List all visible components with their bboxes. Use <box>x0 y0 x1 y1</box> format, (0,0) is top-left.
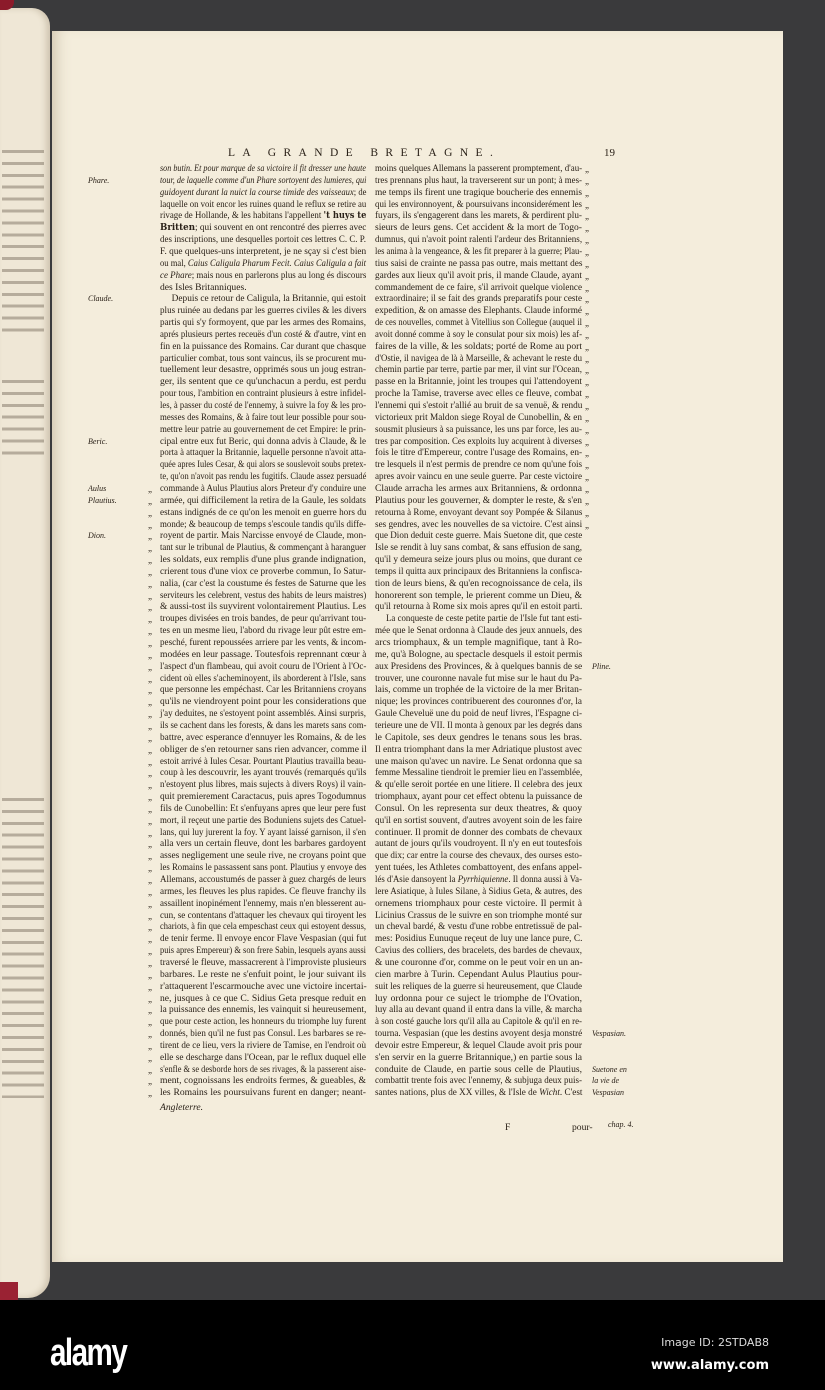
text-line: devoir estre Empereur, & lequel Claude avoit pris pour <box>375 1039 582 1051</box>
text-line: Cavius des colliers, des bracelets, des bardes de chevaux, <box>375 945 582 957</box>
quotation-mark: „ <box>585 235 589 246</box>
text-line: victorieux prit Maldon siege Royal de Cunobellin, & en <box>375 411 582 423</box>
text-line: me temps ils firent une tragique boucherie des ennemis <box>375 186 582 198</box>
facing-page-text-fragment <box>2 798 44 1098</box>
text-line: que personne les empéchast. Car les Britanniens croyans <box>160 684 367 696</box>
quotation-mark: „ <box>585 187 589 198</box>
text-line: particulier combat, tous sont vaincus, ils se procurent mu- <box>160 352 367 364</box>
quotation-mark: „ <box>585 507 589 518</box>
quotation-mark: „ <box>148 1088 152 1099</box>
text-line: pour tous, l'ambition en contraint plusieurs à estre infidel- <box>160 388 367 400</box>
red-book-edge <box>0 1282 18 1302</box>
text-line: tourna. Vespasian (que les destins avoyent desja monstré <box>375 1028 583 1040</box>
quotation-mark: „ <box>148 697 152 708</box>
text-line: femme Messaline tiendroit le premier lieu en l'assemblée, <box>375 767 583 779</box>
quotation-mark: „ <box>148 507 152 518</box>
facing-page-text-fragment <box>2 380 44 460</box>
text-line: Depuis ce retour de Caligula, la Britannie, qui estoit <box>171 293 366 305</box>
text-line: tant sur le tribunal de Plautius, & commençant à haranguer <box>160 542 366 554</box>
text-line: passe en la Britannie, joint les troupes qui l'attendoyent <box>375 376 582 388</box>
image-id: Image ID: 2STDAB8 <box>661 1336 769 1349</box>
margin-note: Plautius. <box>88 495 117 505</box>
text-line: fin en la puissance des Romains. Car durant que chasque <box>160 340 366 352</box>
text-line: Licinius Crassus de le suivre en son triomphe monté sur <box>375 909 583 921</box>
text-line: Il entra triomphant dans la mer Adriatique plustost avec <box>375 743 582 755</box>
text-line: expedition, & on amasse des Elephants. Claude informé <box>375 305 583 317</box>
quotation-mark: „ <box>585 341 589 352</box>
text-line: lais, comme un trophée de la victoire de la mer Britan- <box>375 684 582 696</box>
text-line: ses gendres, avec les nouvelles de sa victoire. C'est ainsi <box>375 518 583 530</box>
facing-page-edge <box>0 8 50 1298</box>
text-line: les soldats, eux remplis d'une plus grande indignation, <box>160 554 366 566</box>
quotation-mark: „ <box>148 957 152 968</box>
quotation-mark: „ <box>585 329 589 340</box>
text-line: nique; les provinces contribuerent des couronnes d'or, la <box>375 696 582 708</box>
quotation-mark: „ <box>585 377 589 388</box>
text-segment: santes nations, plus de XX villes, & l'Isle de <box>375 1087 540 1099</box>
quotation-mark: „ <box>148 590 152 601</box>
margin-note: la vie de <box>592 1076 620 1086</box>
text-line: me, qu'à Bologne, au spectacle desquels il estoit permis <box>375 648 583 660</box>
quotation-mark: „ <box>585 270 589 281</box>
quotation-mark: „ <box>585 164 589 174</box>
text-line: ils se cachent dans les forests, & dans les marets sans com- <box>160 719 367 731</box>
quotation-mark: „ <box>148 792 152 803</box>
text-line <box>160 163 366 175</box>
text-line: estoit arrivé à Iules Cesar. Pourtant Plautius travailla beau- <box>160 755 367 767</box>
text-segment: . C'est <box>559 1087 583 1099</box>
text-line: retourna à Rome, envoyant devant soy Pompée & Silanus <box>375 506 583 518</box>
quotation-mark: „ <box>148 780 152 791</box>
quotation-mark: „ <box>585 199 589 210</box>
text-line: chemin partie par terre, partie par mer, il vint sur l'Ocean, <box>375 364 582 376</box>
text-line: que Dion deduit ceste guerre. Mais Suetone dit, que ceste <box>375 530 583 542</box>
quotation-mark: „ <box>585 389 589 400</box>
text-line: quit premierement Caractacus, puis apres Togodumnus <box>160 791 366 803</box>
margin-note: Dion. <box>88 531 106 541</box>
quotation-mark: „ <box>148 910 152 921</box>
text-line: troupes divisées en trois bandes, de peur qu'arrivant tou- <box>160 613 367 625</box>
text-line: nalia, (car c'est la coustume és festes de Saturne que les <box>160 577 366 589</box>
quotation-mark: „ <box>148 555 152 566</box>
text-line: serviteurs les celebrent, vestus des habits de leurs maistres) <box>160 589 367 601</box>
signature-mark: F <box>505 1122 511 1133</box>
text-line: fois le titre d'Empereur, contre l'usage des Romains, en- <box>375 447 583 459</box>
text-line: ger, ils sentent que ce qu'unchacun a perdu, est perdu <box>160 376 366 388</box>
text-line: luy ordonna pour ce suject le triomphe de l'Ovation, <box>375 992 582 1004</box>
text-line: mes: Posidius Eunuque reçeut de luy une lance pure, C. <box>375 933 583 945</box>
catchword-left: Angleterre. <box>160 1102 204 1113</box>
quotation-mark: „ <box>585 495 589 506</box>
quotation-mark: „ <box>148 1017 152 1028</box>
text-line: Plautius pour les gouverner, & dompter le reste, & s'en <box>375 494 582 506</box>
text-line: & une couronne d'or, comme on le peut voir en un an- <box>375 956 583 968</box>
text-line: j'ay deduites, ne s'estoyent point assemblés. Ainsi surpris, <box>160 708 366 720</box>
text-line: tuellement leur desastre, opprimés sous un joug estran- <box>160 364 367 376</box>
text-line: partis qui s'y formoyent, que par les armes des Romains, <box>160 317 366 329</box>
quotation-mark: „ <box>585 246 589 257</box>
text-line: te, qu'on n'avoit pas rendu les fugitifs. Claude assez persuadé <box>160 471 367 483</box>
text-line: aprés plusieurs pertes receuës d'un costé & d'autre, vint en <box>160 328 366 340</box>
text-line: crierent tous d'une viox ce proverbe commun, Io Satur- <box>160 565 366 577</box>
text-line: moins quelques Allemans la passerent promptement, d'au- <box>375 163 583 174</box>
text-line: conduite de Claude, en partie sous celle de Plautius, <box>375 1063 582 1075</box>
quotation-mark: „ <box>148 495 152 506</box>
quotation-mark: „ <box>148 1052 152 1063</box>
margin-note: Suetone en <box>592 1064 627 1074</box>
text-line: fuyars, ils s'engagerent dans les marets, & perdirent plu- <box>375 210 582 222</box>
quotation-mark: „ <box>148 946 152 957</box>
margin-note: Vespasian. <box>592 1029 626 1039</box>
quotation-mark: „ <box>148 1005 152 1016</box>
text-line: le Capitole, ses deux gendres le tenans sous les bras. <box>375 731 582 743</box>
text-line: asses negligement une seule rive, ne croyans point que <box>160 850 366 862</box>
text-line: Isle se rendit à luy sans combat, & sans effusion de sang, <box>375 542 582 554</box>
text-line: yent tuées, les Athletes combattoyent, des enfans appel- <box>375 862 582 874</box>
text-line: lans, qui luy jurerent la foy. Y ayant laissé garnison, il s'en <box>160 826 366 838</box>
text-line: des Isles Britanniques. <box>160 281 247 293</box>
text-line: mort, il reçeut une partie des Boduniens sujets des Catuel- <box>160 814 367 826</box>
quotation-mark: „ <box>148 685 152 696</box>
text-line: messes des Romains, & à faire tout leur possible pour sou- <box>160 411 367 423</box>
text-segment: ; de <box>353 186 367 198</box>
quotation-mark: „ <box>148 720 152 731</box>
text-line <box>160 270 366 282</box>
text-line: Gaule Cheveluë une du poid de neuf livres, l'Espagne ci- <box>375 708 583 720</box>
text-line: cien marbre à Turin. Cependant Aulus Plautius pour- <box>375 968 582 980</box>
text-line: trouver, une couronne navale fut mise sur le haut du Pa- <box>375 672 582 684</box>
quotation-mark: „ <box>148 709 152 720</box>
margin-note: Aulus <box>88 483 107 493</box>
text-line: Allemans, accoustumés de passer à guez chargés de leurs <box>160 874 366 885</box>
quotation-mark: „ <box>148 969 152 980</box>
quotation-mark: „ <box>148 1040 152 1051</box>
text-line: une maison qu'avec un navire. Le Senat ordonna que sa <box>375 755 582 767</box>
text-line: battre, avec esperance d'ennuyer les Romains, & de les <box>160 731 366 743</box>
text-line: tion de leurs biens, & qu'en recognoissance de cela, ils <box>375 577 583 589</box>
text-line <box>375 874 582 886</box>
quotation-mark: „ <box>585 472 589 483</box>
text-line <box>160 175 366 187</box>
quotation-mark: „ <box>585 519 589 530</box>
text-line <box>160 222 366 234</box>
text-line: lere Asiatique, à Iules Silane, à Sidius Geta, & autres, des <box>375 885 582 897</box>
text-line: porta à attaquer la Britannie, laquelle personne n'avoit atta- <box>160 447 366 459</box>
quotation-mark: „ <box>148 732 152 743</box>
italic-text: Caius Caligula Pharum Fecit. Caius Caligula a fait <box>187 257 366 269</box>
text-line: puis apres Empereur) & son frere Sabin, lesquels ayans aussi <box>160 945 366 957</box>
margin-note-chapter: chap. 4. <box>608 1120 634 1129</box>
text-line: les, à passer du costé de l'ennemy, à suivre la foy & les pro- <box>160 400 366 411</box>
text-line <box>160 187 366 199</box>
text-line: tres prennans plus haut, la traverserent sur un pont; à mes- <box>375 174 582 186</box>
margin-note: Phare. <box>88 175 110 185</box>
quotation-mark: „ <box>585 294 589 305</box>
text-line: à son costé gauche lors qu'il alla au Capitole & qu'il en re- <box>375 1016 582 1028</box>
text-line: extraordinaire; il se fait des grands preparatifs pour ceste <box>375 293 582 305</box>
text-line: la puissance des ennemis, les vainquit si heureusement, <box>160 1004 367 1016</box>
site-url: www.alamy.com <box>650 1358 769 1373</box>
text-line: qu'ils ne viendroyent point pour les considerations que <box>160 696 367 708</box>
quotation-mark: „ <box>148 768 152 779</box>
text-line: barbares. Le reste ne s'enfuit point, le jour suivant ils <box>160 968 366 980</box>
text-line: de tenir ferme. Il envoye encor Flave Vespasian (qui fut <box>160 933 367 945</box>
text-line: fils de Cunobellin: Et s'enfuyans apres que leur pere fust <box>160 802 366 814</box>
text-line: avoit donné comme à soy le consulat pour six mois) les af- <box>375 328 582 340</box>
quotation-mark: „ <box>148 649 152 660</box>
text-line: aux Presidens des Provinces, & à quelques bannis de se <box>375 660 583 672</box>
text-line: traversé le fleuve, massacrerent à l'improviste plusieurs <box>160 956 367 968</box>
text-line: des inscriptions, une desquelles portoit ces lettres C. C. P. <box>160 234 366 246</box>
text-line: gardes aux lieux qu'il avoit pris, il mande Claude, ayant <box>375 269 582 281</box>
text-line: qu'il y demeura seize jours plus ou moins, que durant ce <box>375 554 583 566</box>
text-line: l'ennemi qui s'estoit r'allié au bruit de sa venuë, & rendu <box>375 400 583 411</box>
text-line: s'enfle & se desborde hors de ses rivages, & la passerent aise- <box>160 1063 366 1075</box>
text-segment: . Il donna aussi à Va- <box>508 874 582 885</box>
quotation-mark: „ <box>585 365 589 376</box>
quotation-mark: „ <box>148 898 152 909</box>
text-line: assaillent inopinément l'ennemy, mais n'en blesserent au- <box>160 897 366 909</box>
text-line: l'aspect d'un flambeau, qui avoit couru de l'Orient à l'Oc- <box>160 660 367 672</box>
text-line: triomphaux, ayant pour cet effect obtenu la puissance de <box>375 791 583 803</box>
quotation-mark: „ <box>148 744 152 755</box>
quotation-mark: „ <box>148 1029 152 1040</box>
text-line: F. que quelques-uns interpretent, je ne sçay si c'est bien <box>160 245 367 257</box>
text-line: alla vers un certain fleuve, dont les barbares gardoyent <box>160 838 366 850</box>
text-line: coup à les descouvrir, les ayant trouvés (remarqués qu'ils <box>160 767 367 779</box>
text-line: ment, cognoissans les endroits fermes, & gueables, & <box>160 1075 366 1087</box>
italic-text: Wicht <box>539 1087 560 1099</box>
quotation-mark: „ <box>585 460 589 471</box>
text-line: monde; & beaucoup de temps s'escoule tandis qu'ils diffe- <box>160 518 366 530</box>
text-line: r'attaquerent l'escarmouche avec une victoire incertai- <box>160 980 367 992</box>
text-line: tres par composition. Ces exploits luy acquirent à diverses <box>375 435 582 447</box>
quotation-mark: „ <box>148 519 152 530</box>
text-line: autant de jours qu'ils voudroyent. Il n'y en eut toutesfois <box>375 838 583 850</box>
quotation-mark: „ <box>585 412 589 423</box>
text-line: cun, se contentans d'attaquer les chevaux qui tiroyent les <box>160 909 367 921</box>
stock-watermark-banner <box>0 1300 825 1390</box>
quotation-mark: „ <box>148 626 152 637</box>
quotation-mark: „ <box>148 934 152 945</box>
text-line: tes en un mesme lieu, l'abord du rivage leur pût estre em- <box>160 625 366 637</box>
page-number: 19 <box>604 147 615 159</box>
text-line: continuer. Il promit de donner des combats de chevaux <box>375 826 583 838</box>
italic-text: ce Phare <box>160 269 192 281</box>
blackletter-text: 't huys te <box>323 211 367 222</box>
quotation-mark: „ <box>585 483 589 494</box>
text-line: dumnus, qui n'avoit point ralenti l'ardeur des Britanniens, <box>375 234 583 246</box>
quotation-mark: „ <box>148 483 152 494</box>
quotation-mark: „ <box>148 1064 152 1075</box>
margin-note: Pline. <box>592 661 611 671</box>
text-line: quée apres Iules Cesar, & qui alors se souslevoit soubs pretex- <box>160 459 367 471</box>
quotation-mark: „ <box>148 673 152 684</box>
text-line: tirent de ce lieu, vers la riviere de Tamise, en l'endroit où <box>160 1039 366 1051</box>
text-line: terieure une de VII. Il monta à genoux par les degrés dans <box>375 719 582 731</box>
margin-note: Claude. <box>88 294 114 304</box>
quotation-mark: „ <box>148 875 152 885</box>
quotation-mark: „ <box>585 223 589 234</box>
quotation-mark: „ <box>148 756 152 767</box>
text-line: arcs triomphaux, & un temple magnifique, tant à Ro- <box>375 637 582 648</box>
text-line: un cheval bardé, & vestu d'une robbe entretissuë de pal- <box>375 921 582 933</box>
text-line: mée que le Senat ordonna à Claude des jeux annuels, des <box>375 625 582 637</box>
quotation-mark: „ <box>585 401 589 411</box>
quotation-mark: „ <box>148 993 152 1004</box>
text-line: sousmit plusieurs à sa puissance, les uns par force, les au- <box>375 423 582 435</box>
text-line: & aussi-tost ils suyvirent volontairement Plautius. Les <box>160 601 367 613</box>
quotation-mark: „ <box>585 258 589 269</box>
text-line <box>160 258 366 270</box>
text-line: commande à Aulus Plautius alors Preteur d'y conduire une <box>160 482 366 494</box>
text-line: honorerent son temple, le prierent comme un Dieu, & <box>375 589 582 601</box>
text-line <box>160 210 366 222</box>
quotation-mark: „ <box>148 827 152 838</box>
quotation-mark: „ <box>585 436 589 447</box>
quotation-mark: „ <box>148 863 152 874</box>
text-segment: ; mais nous en parlerons plus au long és discours <box>191 269 367 281</box>
text-segment: ou mal, <box>160 257 188 269</box>
margin-note: Vespasian <box>592 1088 624 1098</box>
quotation-mark: „ <box>585 306 589 317</box>
text-line: qu'il en sortist souvent, d'autres avoyent soin de les faire <box>375 814 583 826</box>
text-line: qui les environnoyent, & poursuivans inconsiderément les <box>375 198 583 210</box>
italic-text: guidoyent durant la nuict la course timide des vaisseaux <box>160 186 354 198</box>
text-line: armée, qui difficilement la retira de la Gaule, les soldats <box>160 494 366 506</box>
quotation-mark: „ <box>148 886 152 897</box>
quotation-mark: „ <box>148 851 152 862</box>
quotation-mark: „ <box>148 566 152 577</box>
text-line: qu'il retourna à Rome six mois apres qu'il en estoit parti. <box>375 601 583 613</box>
quotation-mark: „ <box>585 211 589 222</box>
italic-text: tour, de laquelle comme d'un Phare sortoyent des lumieres, qui <box>160 174 367 186</box>
quotation-mark: „ <box>148 981 152 992</box>
text-line: d'Ostie, il navigea de là à Marseille, & achevant le reste du <box>375 352 582 364</box>
quotation-mark: „ <box>148 1076 152 1087</box>
quotation-mark: „ <box>148 803 152 814</box>
quotation-mark: „ <box>148 578 152 589</box>
quotation-mark: „ <box>148 839 152 850</box>
quotation-mark: „ <box>148 815 152 826</box>
quotation-mark: „ <box>148 922 152 933</box>
book-page <box>52 31 783 1262</box>
text-line: apres avoir vaincu en une seule guerre. Par ceste victoire <box>375 471 582 483</box>
text-line: les anima à la vengeance, & les fit preparer à la guerre; Plau- <box>375 245 583 257</box>
text-line: commandement de ce faire, s'il arrivoit quelque violence <box>375 281 582 293</box>
text-segment: ; qui souvent en ont rencontré des pierres avec <box>195 222 367 234</box>
text-line: suit les reliques de la guerre si heureusement, que Claude <box>375 980 583 992</box>
text-line: sieurs de leurs gens. Cet accident & la mort de Togo- <box>375 222 582 234</box>
text-line: faires de la ville, & les soldats; porté de Rome au port <box>375 340 582 352</box>
text-line: les Romains le passassent sans pont. Plautius y envoye des <box>160 862 367 874</box>
text-line: luy alla au devant quand il entra dans la ville, & marcha <box>375 1004 582 1016</box>
italic-text: son butin. Et pour marque de sa victoire il fit dresser une haute <box>160 163 366 174</box>
text-line: obliger de s'en retourner sans rien advancer, comme il <box>160 743 367 755</box>
text-line: proche la Tamise, traverse avec elles ce fleuve, combat <box>375 388 582 400</box>
italic-text: Pyrrhiquienne <box>457 874 509 885</box>
text-line: modées en leur passage. Toutesfois reprennant cœur à <box>160 648 367 660</box>
text-line: cipal entre eux fut Beric, qui donna advis à Claude, & le <box>160 435 367 447</box>
quotation-mark: „ <box>148 531 152 542</box>
text-line: chariots, à fin que cela empeschast ceux qui estoyent dessus, <box>160 921 366 933</box>
text-line: ne, jusques à ce que C. Sidius Geta presque reduit en <box>160 992 366 1004</box>
text-line: mettre leur patrie au gouvernement de cet Empire: le prin- <box>160 423 366 435</box>
quotation-mark: „ <box>585 175 589 186</box>
text-line: & qu'elle seroit portée en une litiere. Il celebra des jeux <box>375 779 583 791</box>
running-title: LA GRANDE BRETAGNE. <box>228 147 501 159</box>
margin-note: Beric. <box>88 436 108 446</box>
quotation-mark: „ <box>585 424 589 435</box>
text-line: armes, les fleuves les plus rapides. Ce fleuve franchy ils <box>160 885 366 897</box>
quotation-mark: „ <box>585 448 589 459</box>
text-line: n'estoyent plus libres, mais sujects à divers Roys) il vain- <box>160 779 366 791</box>
text-line <box>375 1087 582 1099</box>
catchword-right: pour- <box>572 1122 593 1133</box>
text-line: elle se descharge dans l'Ocean, par le reflux duquel elle <box>160 1051 366 1063</box>
quotation-mark: „ <box>148 602 152 613</box>
text-line: temps il quitta aux principaux des Britanniens la confisca- <box>375 565 583 577</box>
facing-page-text-fragment <box>2 150 44 340</box>
quotation-mark: „ <box>148 638 152 648</box>
text-line: ornemens triomphaux pour ceste victoire. Il permit à <box>375 897 582 909</box>
quotation-mark: „ <box>148 661 152 672</box>
text-segment: rivage de Hollande, & les habitans l'appellent <box>160 210 324 222</box>
quotation-mark: „ <box>585 318 589 329</box>
text-line: tre lesquels il n'est permis de prendre ce nom qu'une fois <box>375 459 583 471</box>
text-line: les Romains les poursuivans furent en danger; neant- <box>160 1087 366 1099</box>
text-line: donnés, bien qu'il ne fust pas Consul. Les barbares se re- <box>160 1028 366 1040</box>
alamy-logo: alamy <box>50 1332 127 1374</box>
text-line: laquelle on voit encor les ruines quand le reflux se retire au <box>160 198 367 210</box>
quotation-mark: „ <box>585 282 589 293</box>
text-line: Consul. On les representa sur deux theatres, & quoy <box>375 802 582 814</box>
text-line: que pour ceste action, les honneurs du triomphe luy furent <box>160 1016 367 1028</box>
quotation-mark: „ <box>585 353 589 364</box>
text-line: royent de partir. Mais Narcisse envoyé de Claude, mon- <box>160 530 367 542</box>
text-line: que dix; car entre la course des chevaux, des ourses esto- <box>375 850 582 862</box>
text-line: combattit trente fois avec l'ennemy, & subjuga deux puis- <box>375 1075 582 1087</box>
text-line: La conqueste de ceste petite partie de l'Isle fut tant esti- <box>386 613 582 625</box>
text-line: Claude arracha les armes aux Britanniens, & ordonna <box>375 482 582 494</box>
text-line: cident où elles s'acheminoyent, ils aborderent à l'Isle, sans <box>160 672 366 684</box>
blackletter-text: Britten <box>160 223 196 234</box>
quotation-mark: „ <box>148 543 152 554</box>
text-line: de ces nouvelles, commet à Vitellius son Collegue (auquel il <box>375 317 582 329</box>
text-line: estans indignés de ce qu'on les menoit en guerre hors du <box>160 506 367 518</box>
text-line: tius saisi de crainte ne passa pas outre, mais mettant des <box>375 257 583 269</box>
text-line: pesché, furent repoussées arriere par les vents, & incom- <box>160 637 367 648</box>
text-line: s'en servir en la guerre Britannique,) en partie sous la <box>375 1051 582 1063</box>
text-segment: lés d'Asie dansoyent la <box>375 874 458 885</box>
quotation-mark: „ <box>148 614 152 625</box>
text-line: plus ruinée au dedans par les guerres civiles & les divers <box>160 305 367 317</box>
